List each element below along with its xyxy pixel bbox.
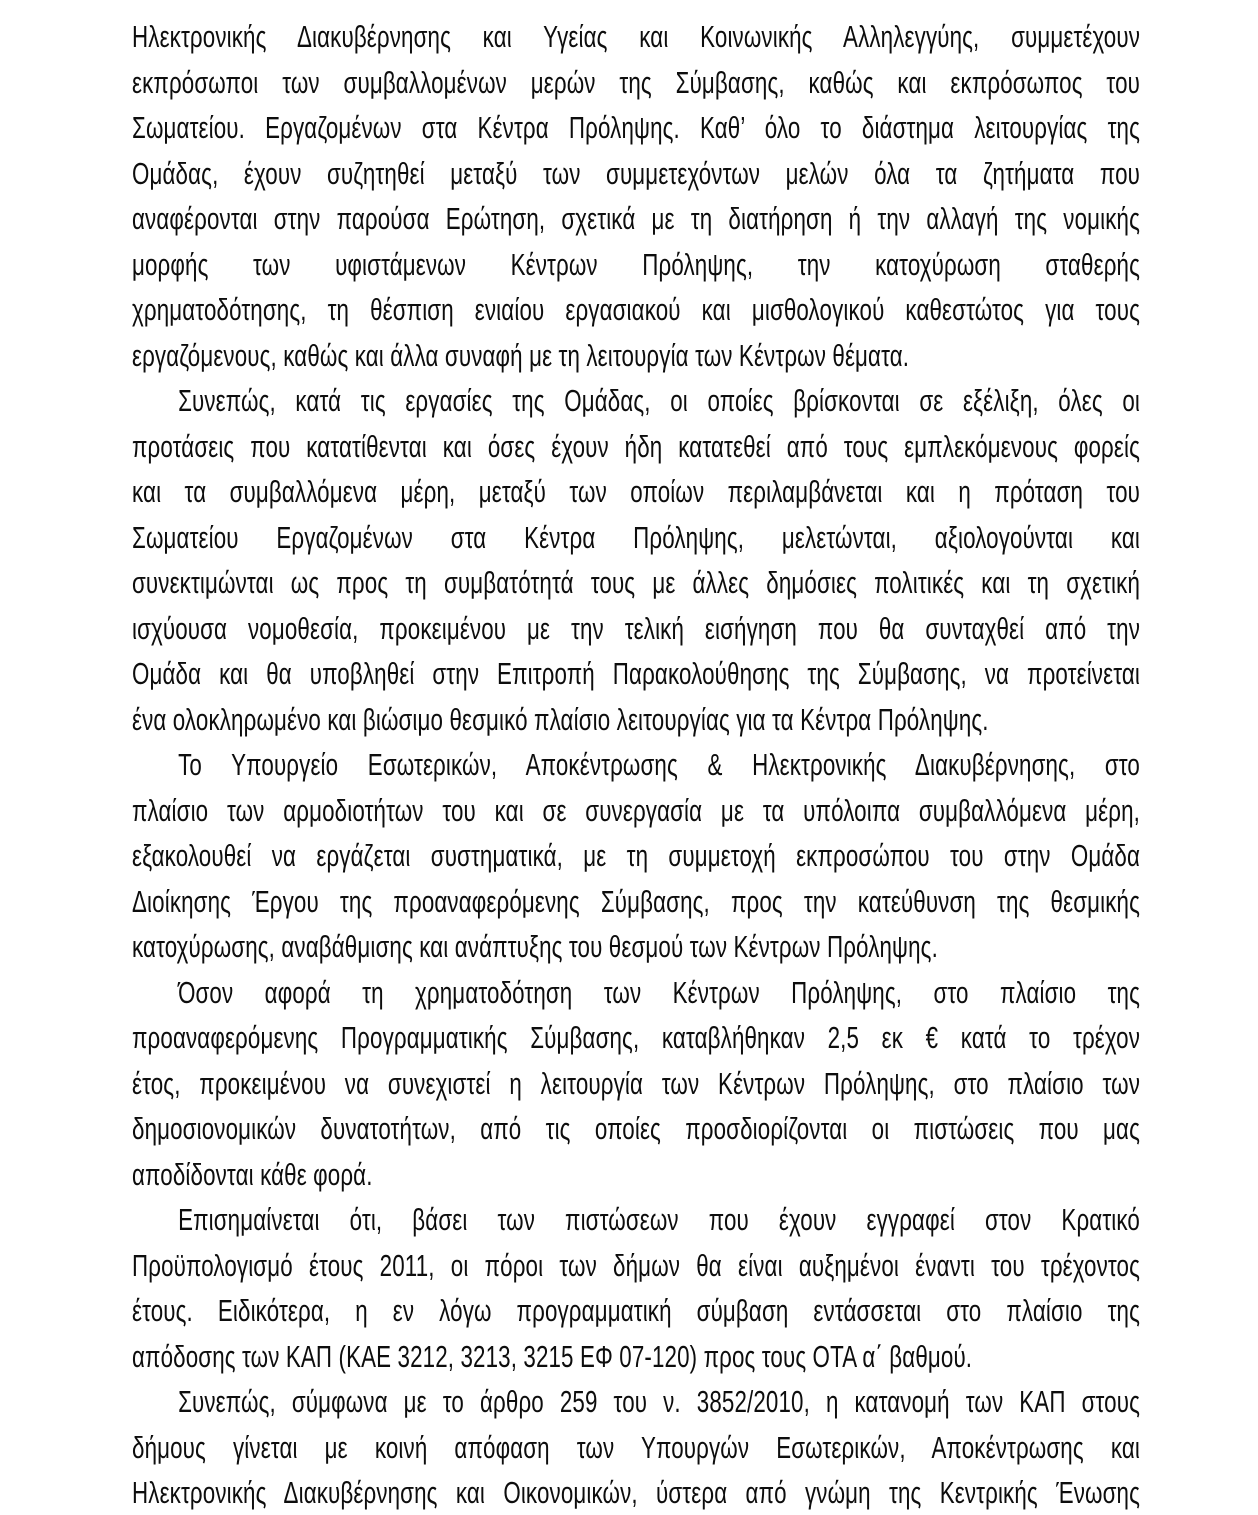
text-line: ισχύουσα νομοθεσία, προκειμένου με την τελική εισήγηση που θα συνταχθεί από την bbox=[132, 610, 1140, 646]
text-line: και τα συμβαλλόμενα μέρη, μεταξύ των οποίων περιλαμβάνεται και η πρόταση του bbox=[132, 474, 1140, 509]
document-text bbox=[132, 14, 1140, 1515]
text-line: Ηλεκτρονικής Διακυβέρνησης και Οικονομικών, ύστερα από γνώμη της Κεντρικής Ένωσης bbox=[132, 1475, 1140, 1510]
text-line: Επισημαίνεται ότι, βάσει των πιστώσεων που έχουν εγγραφεί στον Κρατικό bbox=[178, 1202, 1140, 1237]
text-line: δήμους γίνεται με κοινή απόφαση των Υπουργών Εσωτερικών, Αποκέντρωσης και bbox=[132, 1429, 1140, 1465]
text-line: έτους. Ειδικότερα, η εν λόγω προγραμματική σύμβαση εντάσσεται στο πλαίσιο της bbox=[132, 1293, 1140, 1328]
text-line: χρηματοδότησης, τη θέσπιση ενιαίου εργασιακού και μισθολογικού καθεστώτος για τους bbox=[132, 292, 1140, 327]
text-line: εκπρόσωποι των συμβαλλομένων μερών της Σύμβασης, καθώς και εκπρόσωπος του bbox=[132, 64, 1140, 100]
text-line: Ομάδας, έχουν συζητηθεί μεταξύ των συμμετεχόντων μελών όλα τα ζητήματα που bbox=[132, 155, 1140, 191]
text-line: Σωματείου Εργαζομένων στα Κέντρα Πρόληψης, μελετώνται, αξιολογούνται και bbox=[132, 519, 1140, 555]
text-line: έτος, προκειμένου να συνεχιστεί η λειτουργία των Κέντρων Πρόληψης, στο πλαίσιο των bbox=[132, 1065, 1140, 1101]
text-line: κατοχύρωσης, αναβάθμισης και ανάπτυξης του θεσμού των Κέντρων Πρόληψης. bbox=[132, 929, 938, 964]
text-line: ένα ολοκληρωμένο και βιώσιμο θεσμικό πλαίσιο λειτουργίας για τα Κέντρα Πρόληψης. bbox=[132, 701, 989, 737]
text-line: Σωματείου. Εργαζομένων στα Κέντρα Πρόληψης. Καθ’ όλο το διάστημα λειτουργίας της bbox=[132, 110, 1140, 145]
text-line: Ηλεκτρονικής Διακυβέρνησης και Υγείας και Κοινωνικής Αλληλεγγύης, συμμετέχουν bbox=[132, 19, 1140, 54]
text-line: Συνεπώς, σύμφωνα με το άρθρο 259 του ν. 3852/2010, η κατανομή των ΚΑΠ στους bbox=[178, 1384, 1140, 1419]
text-line: Συνεπώς, κατά τις εργασίες της Ομάδας, οι οποίες βρίσκονται σε εξέλιξη, όλες οι bbox=[178, 383, 1140, 418]
text-line: προτάσεις που κατατίθενται και όσες έχουν ήδη κατατεθεί από τους εμπλεκόμενους φορείς bbox=[132, 428, 1140, 464]
text-line: Προϋπολογισμό έτους 2011, οι πόροι των δήμων θα είναι αυξημένοι έναντι του τρέχοντος bbox=[132, 1247, 1140, 1283]
text-line: πλαίσιο των αρμοδιοτήτων του και σε συνεργασία με τα υπόλοιπα συμβαλλόμενα μέρη, bbox=[132, 792, 1140, 828]
text-line: Το Υπουργείο Εσωτερικών, Αποκέντρωσης & Ηλεκτρονικής Διακυβέρνησης, στο bbox=[178, 747, 1140, 782]
text-line: Όσον αφορά τη χρηματοδότηση των Κέντρων Πρόληψης, στο πλαίσιο της bbox=[178, 974, 1140, 1010]
text-line: συνεκτιμώνται ως προς τη συμβατότητά τους με άλλες δημόσιες πολιτικές και τη σχετική bbox=[132, 565, 1140, 600]
text-line: εξακολουθεί να εργάζεται συστηματικά, με τη συμμετοχή εκπροσώπου του στην Ομάδα bbox=[132, 838, 1140, 873]
text-line: προαναφερόμενης Προγραμματικής Σύμβασης, καταβλήθηκαν 2,5 εκ € κατά το τρέχον bbox=[132, 1020, 1140, 1055]
text-line: μορφής των υφιστάμενων Κέντρων Πρόληψης, την κατοχύρωση σταθερής bbox=[132, 246, 1140, 282]
text-line: απόδοσης των ΚΑΠ (ΚΑΕ 3212, 3213, 3215 ΕΦ 07-120) προς τους ΟΤΑ α΄ βαθμού. bbox=[132, 1338, 973, 1374]
text-line: εργαζόμενους, καθώς και άλλα συναφή με τη λειτουργία των Κέντρων θέματα. bbox=[132, 337, 910, 373]
text-line: δημοσιονομικών δυνατοτήτων, από τις οποίες προσδιορίζονται οι πιστώσεις που μας bbox=[132, 1111, 1140, 1146]
text-line: Ομάδα και θα υποβληθεί στην Επιτροπή Παρακολούθησης της Σύμβασης, να προτείνεται bbox=[132, 656, 1140, 691]
text-line: Διοίκησης Έργου της προαναφερόμενης Σύμβασης, προς την κατεύθυνση της θεσμικής bbox=[132, 883, 1140, 919]
text-line: αποδίδονται κάθε φορά. bbox=[132, 1156, 373, 1192]
text-line: αναφέρονται στην παρούσα Ερώτηση, σχετικά με τη διατήρηση ή την αλλαγή της νομικής bbox=[132, 201, 1140, 236]
